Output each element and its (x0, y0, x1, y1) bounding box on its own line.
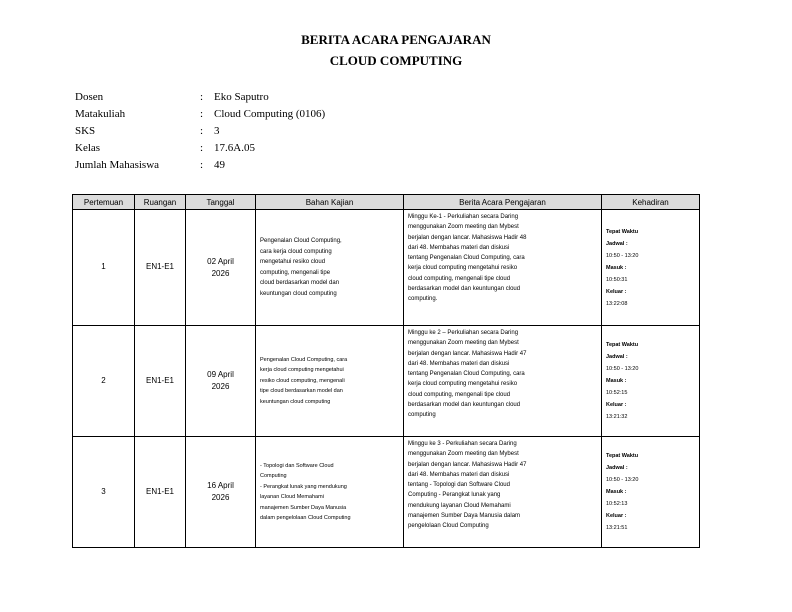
info-value: 49 (214, 158, 225, 171)
bap-line: manajemen Sumber Daya Manusia dalam (408, 513, 521, 520)
tanggal-year: 2026 (211, 268, 230, 278)
bap-line: pengelolaan Cloud Computing (408, 523, 489, 530)
bap-line: berjalan dengan lancar. Mahasiswa Hadir 48 (408, 234, 527, 241)
table-row (73, 210, 700, 326)
bap-line: menggunakan Zoom meeting dan Mybest (408, 340, 519, 347)
bahan-line: Pengenalan Cloud Computing, (260, 238, 342, 244)
bahan-line: - Perangkat lunak yang mendukung (260, 483, 347, 490)
bahan-line: keuntungan cloud computing (260, 398, 331, 405)
info-value: 3 (214, 124, 220, 137)
cell-pertemuan: 3 (73, 437, 135, 548)
jadwal-value: 10:50 - 13:20 (606, 366, 639, 372)
keluar-label: Keluar : (606, 513, 627, 519)
masuk-label: Masuk : (606, 264, 627, 271)
masuk-value: 10:50:31 (606, 276, 628, 283)
table-header-row (73, 195, 700, 210)
tanggal-day: 16 April (207, 481, 234, 490)
kehadiran-status: Tepat Waktu (606, 453, 639, 459)
bap-line: berjalan dengan lancar. Mahasiswa Hadir 47 (408, 461, 527, 468)
header-ruangan: Ruangan (135, 195, 186, 210)
bap-line: Minggu ke 3 - Perkuliahan secara Daring (408, 441, 517, 447)
bahan-line: Pengenalan Cloud Computing, cara (260, 356, 348, 363)
bap-line: dari 48. Membahas materi dan diskusi (408, 471, 510, 478)
bap-line: dari 48. Membahas materi dan diskusi (408, 244, 510, 251)
jadwal-label: Jadwal : (606, 354, 628, 360)
info-label: Matakuliah (75, 107, 126, 120)
info-label: Dosen (75, 90, 104, 103)
jadwal-value: 10:50 - 13:20 (606, 252, 639, 259)
info-row-jumlah-mahasiswa (75, 156, 325, 173)
jadwal-value: 10:50 - 13:20 (606, 477, 639, 483)
bahan-line: - Topologi dan Software Cloud (260, 462, 334, 469)
bap-line: berjalan dengan lancar. Mahasiswa Hadir 47 (408, 350, 527, 357)
cell-bahan-kajian (256, 210, 404, 326)
cell-kehadiran (602, 210, 700, 326)
bap-line: tentang Pengenalan Cloud Computing, cara (408, 371, 525, 378)
course-info (75, 88, 325, 173)
masuk-value: 10:52:15 (606, 390, 628, 396)
keluar-value: 13:22:08 (606, 300, 628, 307)
header-kehadiran: Kehadiran (602, 195, 700, 210)
info-row-kelas (75, 139, 325, 156)
info-label: Jumlah Mahasiswa (75, 158, 160, 171)
bap-line: computing (408, 412, 436, 419)
bap-line: berdasarkan model dan keuntungan cloud (408, 286, 521, 293)
info-row-sks (75, 122, 325, 139)
info-label: Kelas (75, 141, 101, 154)
bahan-line: manajemen Sumber Daya Manusia (260, 504, 347, 511)
bap-line: dari 48. Membahas materi dan diskusi (408, 360, 510, 367)
keluar-label: Keluar : (606, 288, 627, 295)
cell-tanggal (186, 437, 256, 548)
keluar-value: 13:21:32 (606, 414, 628, 420)
bahan-line: dalam pengelolaan Cloud Computing (260, 515, 351, 521)
bahan-line: cloud berdasarkan model dan (260, 280, 340, 286)
masuk-value: 10:52:13 (606, 501, 628, 507)
bap-line: mendukung layanan Cloud Memahami (408, 502, 511, 509)
bap-line: Minggu ke 2 – Perkuliahan secara Daring (408, 330, 519, 336)
masuk-label: Masuk : (606, 378, 627, 384)
bap-line: berdasarkan model dan keuntungan cloud (408, 402, 521, 409)
info-value: Cloud Computing (0106) (214, 107, 326, 120)
jadwal-label: Jadwal : (606, 240, 628, 247)
kehadiran-status: Tepat Waktu (606, 228, 639, 235)
bahan-line: cara kerja cloud computing (260, 248, 332, 255)
info-value: Eko Saputro (214, 90, 269, 103)
tanggal-year: 2026 (211, 493, 230, 502)
bap-line: kerja cloud computing mengetahui resiko (408, 265, 518, 272)
cell-berita-acara (404, 326, 602, 437)
bap-line: computing. (408, 296, 438, 303)
bap-line: menggunakan Zoom meeting dan Mybest (408, 224, 519, 231)
info-colon: : (200, 107, 204, 120)
bap-line: tentang Pengenalan Cloud Computing, cara (408, 255, 525, 262)
bap-line: kerja cloud computing mengetahui resiko (408, 381, 518, 388)
tanggal-day: 09 April (207, 370, 234, 379)
header-berita-acara: Berita Acara Pengajaran (404, 195, 602, 210)
bap-line: Computing - Perangkat lunak yang (408, 492, 501, 499)
bap-line: tentang - Topologi dan Software Cloud (408, 482, 510, 489)
info-label: SKS (75, 124, 96, 137)
table-row (73, 437, 700, 548)
cell-berita-acara (404, 437, 602, 548)
cell-bahan-kajian (256, 437, 404, 548)
header-pertemuan: Pertemuan (73, 195, 135, 210)
bahan-line: tipe cloud berdasarkan model dan (260, 388, 343, 395)
kehadiran-status: Tepat Waktu (606, 342, 639, 348)
bap-line: menggunakan Zoom meeting dan Mybest (408, 451, 519, 458)
bahan-line: Computing (260, 473, 287, 479)
keluar-value: 13:21:51 (606, 525, 628, 531)
keluar-label: Keluar : (606, 402, 627, 408)
bap-line: cloud computing, mengenali tipe cloud (408, 391, 511, 398)
bap-line: Minggu Ke-1 - Perkuliahan secara Daring (408, 214, 519, 220)
bahan-line: keuntungan cloud computing (260, 290, 337, 297)
info-value: 17.6A.05 (214, 141, 255, 154)
bap-line: cloud computing, mengenali tipe cloud (408, 275, 511, 282)
cell-tanggal (186, 326, 256, 437)
cell-pertemuan: 2 (73, 326, 135, 437)
cell-pertemuan: 1 (73, 210, 135, 326)
bahan-line: mengetahui resiko cloud (260, 259, 326, 265)
header-tanggal: Tanggal (186, 195, 256, 210)
cell-kehadiran (602, 326, 700, 437)
cell-ruangan: EN1-E1 (135, 210, 186, 326)
document-subtitle: CLOUD COMPUTING (329, 53, 463, 68)
info-row-dosen (75, 88, 325, 105)
cell-tanggal (186, 210, 256, 326)
bahan-line: resiko cloud computing, mengenali (260, 377, 345, 384)
info-colon: : (200, 124, 204, 137)
tanggal-day: 02 April (207, 256, 234, 266)
cell-ruangan: EN1-E1 (135, 326, 186, 437)
cell-ruangan: EN1-E1 (135, 437, 186, 548)
cell-kehadiran (602, 437, 700, 548)
header-bahan-kajian: Bahan Kajian (256, 195, 404, 210)
bahan-line: layanan Cloud Memahami (260, 494, 324, 500)
bahan-line: computing, mengenali tipe (260, 269, 331, 276)
cell-bahan-kajian (256, 326, 404, 437)
bahan-line: kerja cloud computing mengetahui (260, 367, 344, 374)
info-row-matakuliah (75, 105, 325, 122)
jadwal-label: Jadwal : (606, 465, 628, 471)
document-title: BERITA ACARA PENGAJARAN (301, 32, 491, 47)
cell-berita-acara (404, 210, 602, 326)
attendance-table (72, 194, 700, 548)
info-colon: : (200, 141, 204, 154)
tanggal-year: 2026 (211, 382, 230, 391)
table-row (73, 326, 700, 437)
masuk-label: Masuk : (606, 489, 627, 495)
info-colon: : (200, 90, 204, 103)
info-colon: : (200, 158, 204, 171)
